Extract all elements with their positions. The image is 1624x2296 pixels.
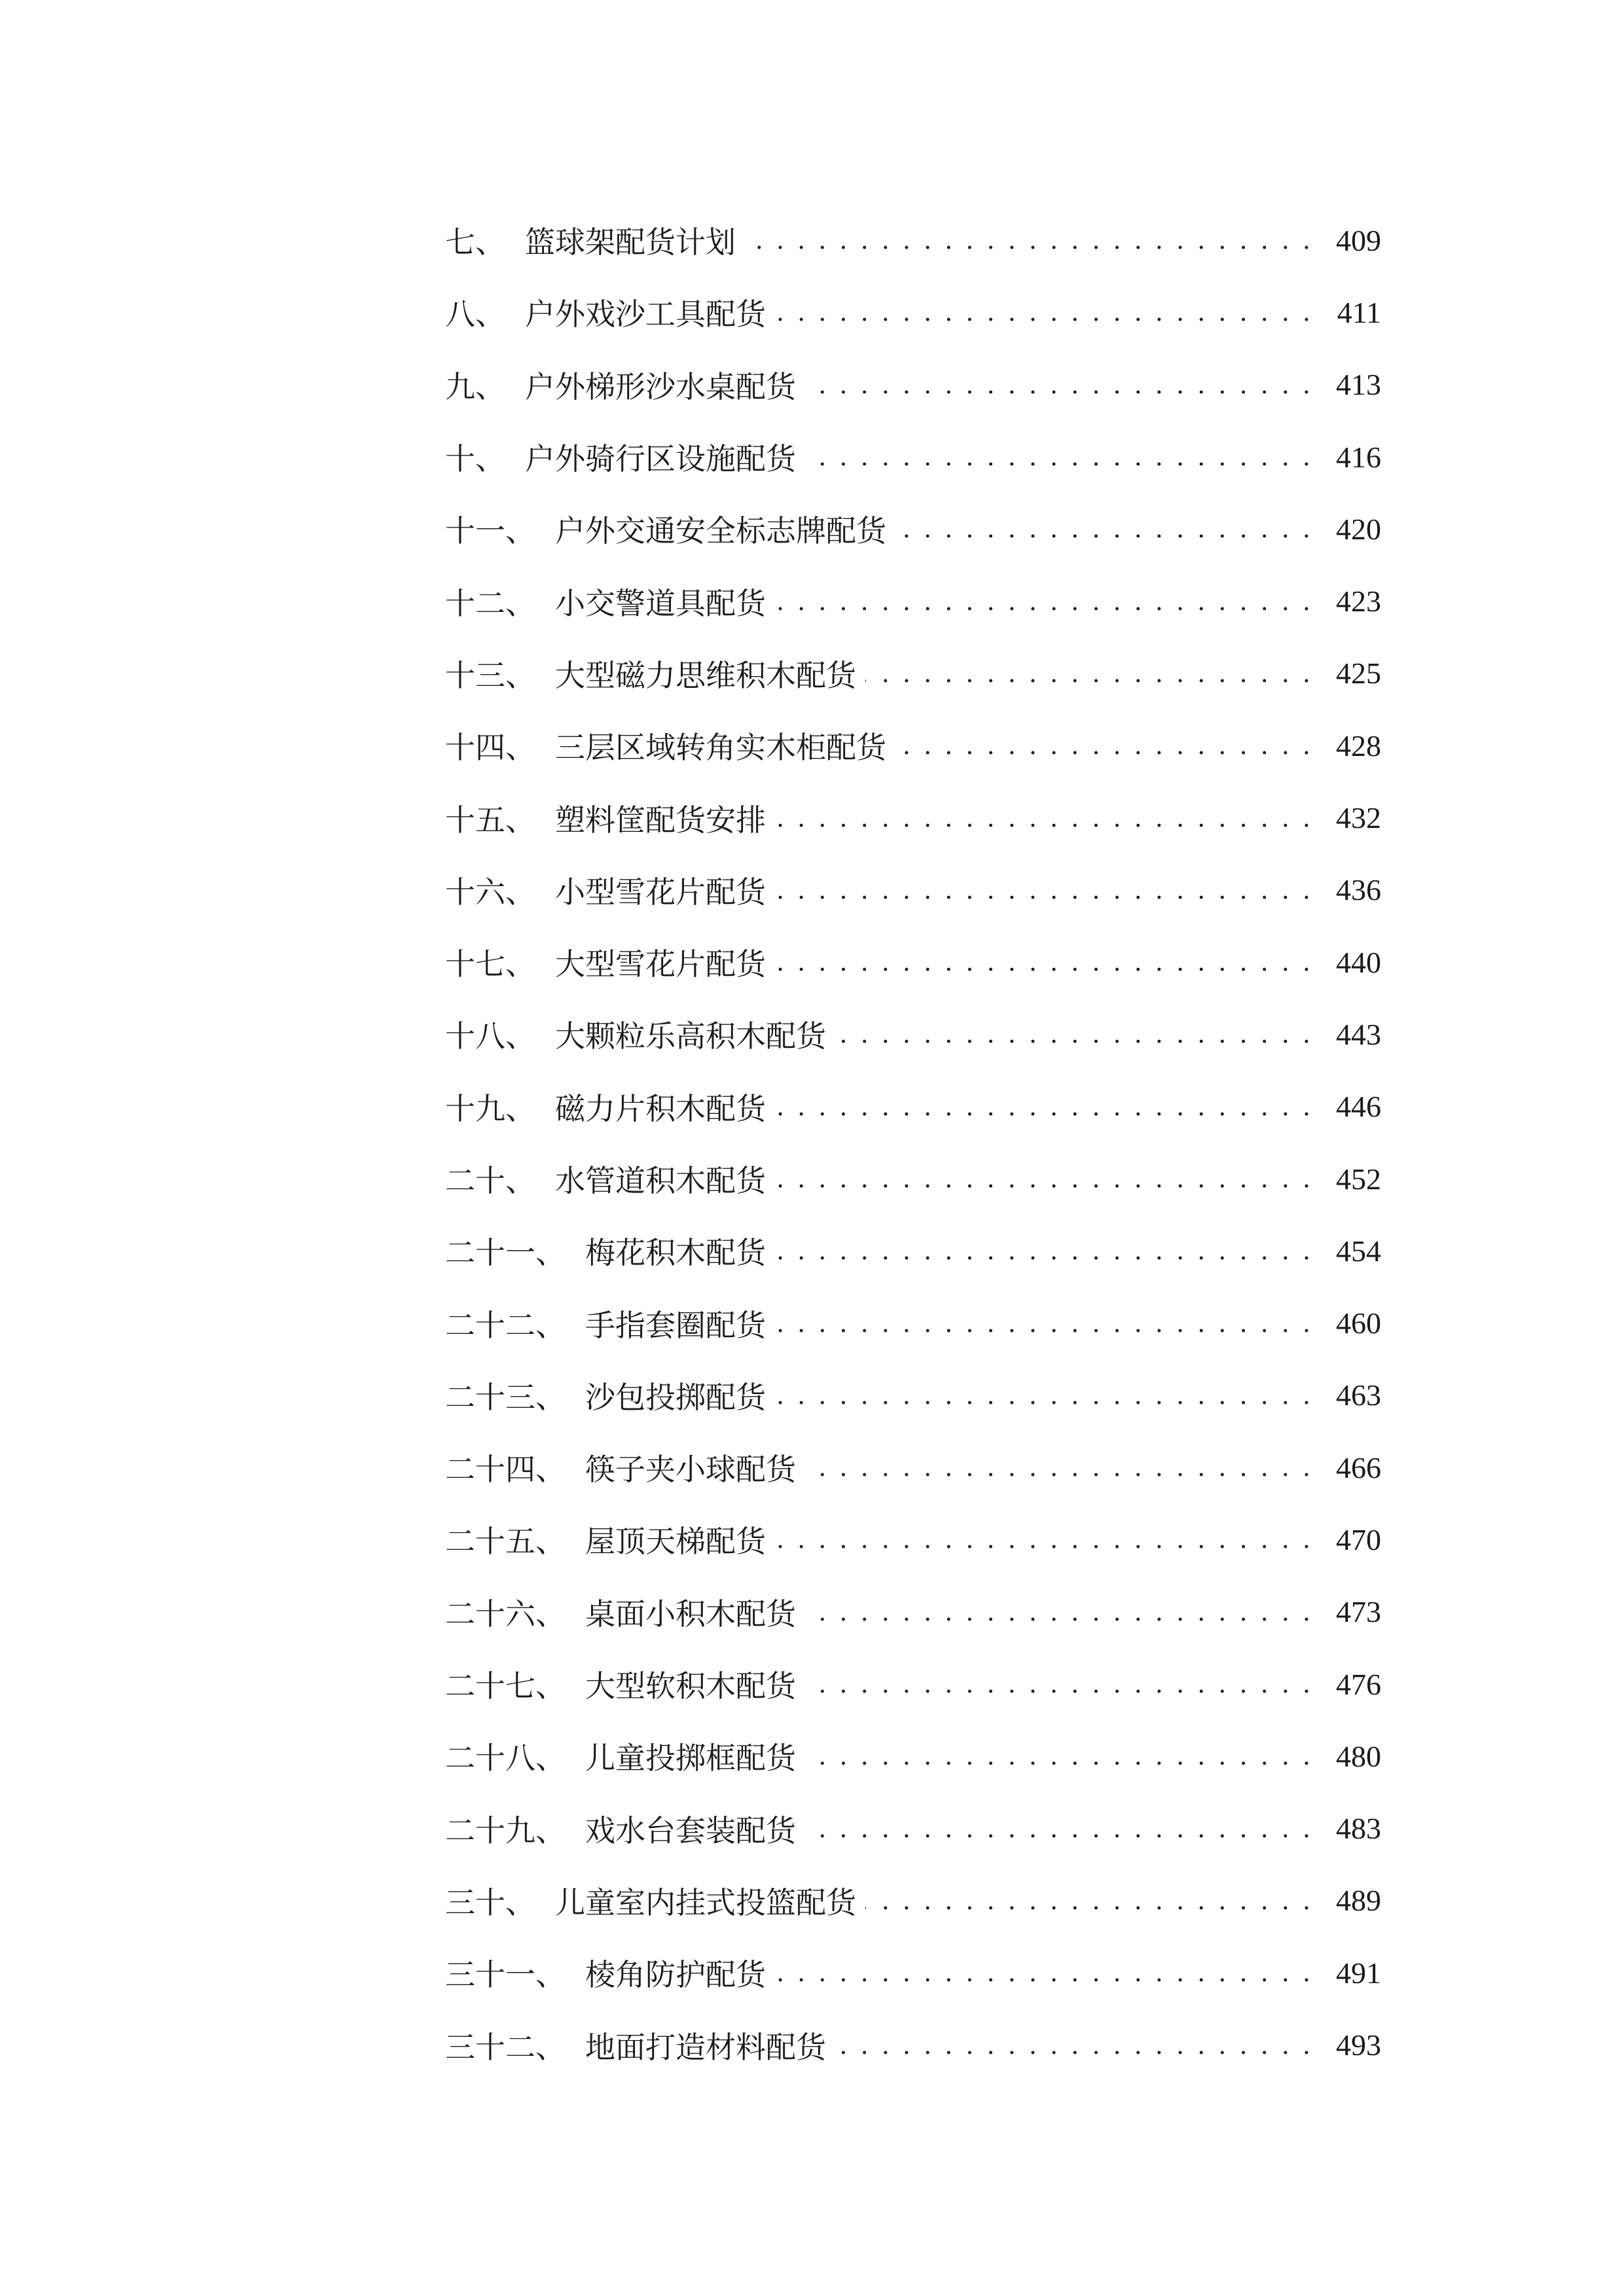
toc-entry-page-number: 476 <box>1336 1667 1381 1701</box>
toc-entry-title: 儿童室内挂式投篮配货 <box>555 1884 856 1920</box>
toc-entry-page-number: 416 <box>1336 440 1381 474</box>
toc-entry[interactable] <box>445 1937 1381 2009</box>
toc-entry[interactable] <box>445 1071 1381 1143</box>
toc-dot-leader <box>775 803 1313 833</box>
toc-entry-title: 户外交通安全标志牌配货 <box>555 513 886 549</box>
toc-entry-title: 户外戏沙工具配货 <box>525 296 766 332</box>
toc-entry-number: 二十五、 <box>445 1524 566 1560</box>
toc-entry-number: 二十一、 <box>445 1235 566 1271</box>
toc-dot-leader <box>775 586 1313 617</box>
toc-entry-title: 小交警道具配货 <box>555 585 766 621</box>
toc-entry-page-number: 432 <box>1336 801 1381 835</box>
toc-entry-page-number: 473 <box>1336 1595 1381 1629</box>
toc-entry[interactable] <box>445 926 1381 998</box>
toc-entry-page-number: 493 <box>1336 2028 1381 2062</box>
toc-dot-leader <box>835 1019 1313 1049</box>
toc-entry-page-number: 409 <box>1336 223 1381 257</box>
toc-entry-title: 棱角防护配货 <box>585 1957 766 1993</box>
toc-dot-leader <box>775 1958 1313 1988</box>
toc-dot-leader <box>895 730 1313 761</box>
toc-entry-title: 戏水台套装配货 <box>585 1812 796 1848</box>
toc-entry[interactable] <box>445 1431 1381 1503</box>
toc-dot-leader <box>745 225 1313 255</box>
toc-entry-number: 十七、 <box>445 946 535 982</box>
toc-entry[interactable] <box>445 204 1381 276</box>
toc-dot-leader <box>775 947 1313 977</box>
toc-entry-page-number: 489 <box>1336 1884 1381 1918</box>
toc-dot-leader <box>835 2030 1313 2060</box>
toc-entry-number: 二十二、 <box>445 1307 566 1343</box>
toc-entry-title: 磁力片积木配货 <box>555 1090 766 1126</box>
toc-entry-title: 手指套圈配货 <box>585 1307 766 1343</box>
toc-entry-page-number: 443 <box>1336 1017 1381 1051</box>
toc-entry-title: 大型软积木配货 <box>585 1668 796 1704</box>
toc-dot-leader <box>775 1524 1313 1554</box>
toc-entry-title: 屋顶天梯配货 <box>585 1524 766 1560</box>
toc-entry[interactable] <box>445 998 1381 1070</box>
toc-entry-page-number: 460 <box>1336 1306 1381 1340</box>
toc-dot-leader <box>775 1092 1313 1122</box>
toc-dot-leader <box>805 442 1313 472</box>
toc-entry-number: 十一、 <box>445 513 535 549</box>
toc-entry[interactable] <box>445 1648 1381 1720</box>
toc-entry-number: 十五、 <box>445 802 535 838</box>
toc-entry-title: 筷子夹小球配货 <box>585 1452 796 1488</box>
toc-dot-leader <box>805 1597 1313 1627</box>
toc-entry[interactable] <box>445 854 1381 926</box>
toc-entry-page-number: 428 <box>1336 728 1381 762</box>
toc-entry-page-number: 411 <box>1337 295 1381 329</box>
toc-entry[interactable] <box>445 1793 1381 1865</box>
toc-entry-title: 大型雪花片配货 <box>555 946 766 982</box>
toc-entry[interactable] <box>445 1215 1381 1287</box>
toc-entry-title: 户外骑行区设施配货 <box>525 441 796 477</box>
toc-entry-number: 十六、 <box>445 874 535 910</box>
toc-entry-page-number: 425 <box>1336 656 1381 691</box>
toc-entry[interactable] <box>445 1503 1381 1575</box>
toc-dot-leader <box>775 1308 1313 1338</box>
toc-entry-page-number: 413 <box>1336 368 1381 402</box>
toc-entry-page-number: 491 <box>1336 1956 1381 1990</box>
toc-entry-number: 三十一、 <box>445 1957 566 1993</box>
toc-entry-title: 梅花积木配货 <box>585 1235 766 1271</box>
toc-entry-page-number: 454 <box>1336 1234 1381 1268</box>
toc-entry-title: 水管道积木配货 <box>555 1163 766 1198</box>
toc-entry-number: 十九、 <box>445 1090 535 1126</box>
toc-entry[interactable] <box>445 1865 1381 1937</box>
toc-entry-title: 桌面小积木配货 <box>585 1596 796 1632</box>
toc-entry-page-number: 440 <box>1336 945 1381 979</box>
table-of-contents <box>445 204 1381 2081</box>
toc-entry-number: 二十九、 <box>445 1812 566 1848</box>
toc-entry-title: 塑料筐配货安排 <box>555 802 766 838</box>
toc-entry[interactable] <box>445 1359 1381 1431</box>
toc-entry-title: 三层区域转角实木柜配货 <box>555 730 886 766</box>
toc-entry-page-number: 480 <box>1336 1739 1381 1773</box>
toc-entry-number: 二十七、 <box>445 1668 566 1704</box>
toc-entry-title: 小型雪花片配货 <box>555 874 766 910</box>
toc-entry-number: 三十、 <box>445 1884 535 1920</box>
toc-entry[interactable] <box>445 781 1381 853</box>
toc-entry-title: 大型磁力思维积木配货 <box>555 657 856 693</box>
toc-entry[interactable] <box>445 565 1381 637</box>
toc-entry[interactable] <box>445 421 1381 493</box>
toc-entry-title: 大颗粒乐高积木配货 <box>555 1018 826 1054</box>
toc-entry[interactable] <box>445 1720 1381 1792</box>
toc-entry-number: 十二、 <box>445 585 535 621</box>
toc-dot-leader <box>805 1452 1313 1482</box>
toc-entry-page-number: 470 <box>1336 1522 1381 1556</box>
toc-dot-leader <box>805 1741 1313 1771</box>
toc-entry-number: 九、 <box>445 368 505 404</box>
toc-entry-number: 三十二、 <box>445 2029 566 2065</box>
toc-entry-title: 儿童投掷框配货 <box>585 1740 796 1776</box>
toc-entry-page-number: 452 <box>1336 1162 1381 1196</box>
toc-entry-page-number: 436 <box>1336 873 1381 907</box>
toc-entry-number: 二十八、 <box>445 1740 566 1776</box>
toc-entry[interactable] <box>445 709 1381 781</box>
toc-dot-leader <box>805 1814 1313 1844</box>
toc-entry-number: 十三、 <box>445 657 535 693</box>
toc-dot-leader <box>805 370 1313 400</box>
toc-entry-page-number: 446 <box>1336 1090 1381 1124</box>
toc-entry-number: 十四、 <box>445 730 535 766</box>
toc-entry-number: 十、 <box>445 441 505 477</box>
toc-entry[interactable] <box>445 349 1381 421</box>
toc-entry-title: 篮球架配货计划 <box>525 224 736 260</box>
toc-entry-title: 地面打造材料配货 <box>585 2029 826 2065</box>
toc-entry-page-number: 463 <box>1336 1378 1381 1412</box>
toc-entry[interactable] <box>445 1576 1381 1648</box>
toc-dot-leader <box>775 297 1313 327</box>
toc-entry-number: 七、 <box>445 224 505 260</box>
toc-entry-number: 二十四、 <box>445 1452 566 1488</box>
toc-entry-number: 十八、 <box>445 1018 535 1054</box>
toc-entry[interactable] <box>445 1287 1381 1359</box>
toc-entry-title: 沙包投掷配货 <box>585 1379 766 1415</box>
toc-entry[interactable] <box>445 637 1381 709</box>
toc-entry-number: 二十六、 <box>445 1596 566 1632</box>
toc-dot-leader <box>775 875 1313 905</box>
toc-entry[interactable] <box>445 1143 1381 1215</box>
toc-dot-leader <box>775 1164 1313 1194</box>
toc-dot-leader <box>805 1669 1313 1699</box>
toc-entry[interactable] <box>445 493 1381 565</box>
toc-entry-title: 户外梯形沙水桌配货 <box>525 368 796 404</box>
toc-entry-number: 八、 <box>445 296 505 332</box>
toc-dot-leader <box>775 1380 1313 1410</box>
toc-entry[interactable] <box>445 2009 1381 2081</box>
toc-entry-page-number: 423 <box>1336 584 1381 619</box>
toc-entry-number: 二十、 <box>445 1163 535 1198</box>
toc-dot-leader <box>865 1886 1313 1916</box>
toc-dot-leader <box>895 514 1313 544</box>
toc-entry-page-number: 466 <box>1336 1450 1381 1484</box>
toc-entry-page-number: 483 <box>1336 1812 1381 1846</box>
toc-entry[interactable] <box>445 276 1381 348</box>
toc-dot-leader <box>775 1236 1313 1266</box>
toc-entry-number: 二十三、 <box>445 1379 566 1415</box>
toc-entry-page-number: 420 <box>1336 512 1381 546</box>
toc-dot-leader <box>865 658 1313 689</box>
